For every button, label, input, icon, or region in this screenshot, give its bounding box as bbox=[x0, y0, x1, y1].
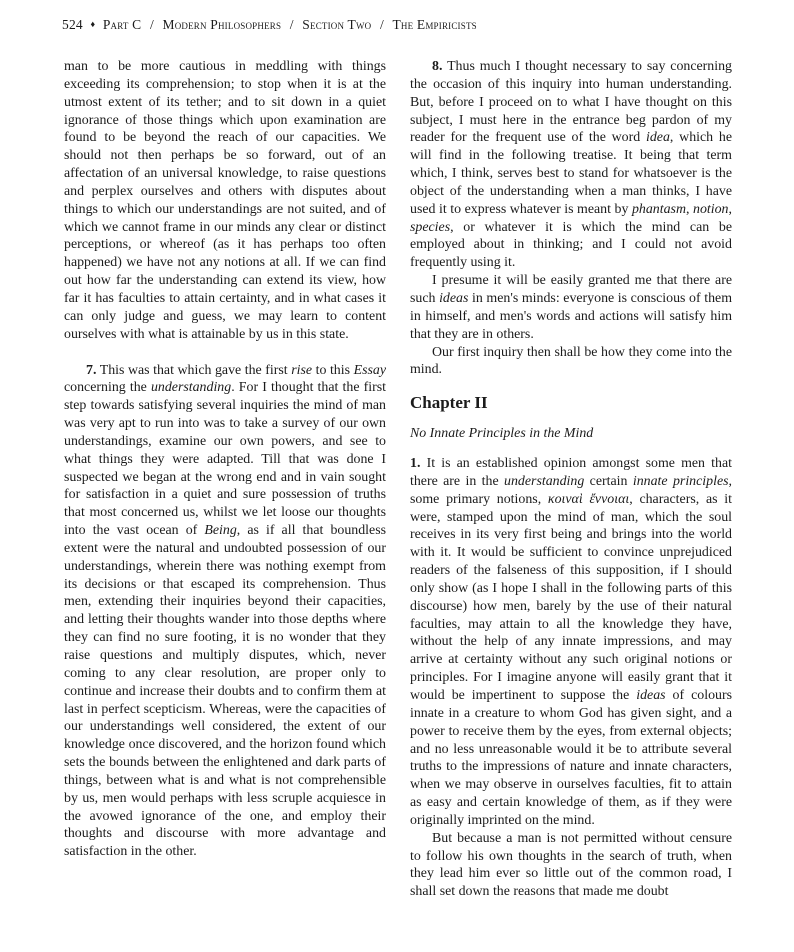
chapter-heading: Chapter II bbox=[410, 393, 488, 413]
part-label: Part C bbox=[102, 17, 142, 32]
paragraph-7 bbox=[64, 362, 386, 862]
emphasis: rise bbox=[291, 362, 313, 378]
emphasis: Essay bbox=[353, 362, 386, 378]
subsection-label: The Empiricists bbox=[392, 17, 477, 32]
running-head bbox=[62, 17, 754, 33]
emphasis: Being bbox=[204, 523, 237, 539]
text: I presume it will be easily granted me that there are such bbox=[410, 273, 732, 306]
text: It is an established opinion amongst some men that there are in the bbox=[410, 456, 732, 489]
emphasis: innate principles bbox=[632, 473, 729, 489]
paragraph-1 bbox=[410, 455, 732, 830]
diamond-icon: ♦ bbox=[90, 19, 96, 29]
text: , bbox=[728, 201, 732, 217]
text: , or whatever it is which the mind can be employed about in thinking; and I could not avoid frequently using it. bbox=[410, 219, 732, 271]
text: concerning the bbox=[64, 380, 151, 396]
text: Thus much I thought necessary to say concerning the occasion of this inquiry into human understanding. But, before I proceed on to what I have thought on this subject, I must here in the entrance beg pardon of my reader for the frequent use of the word bbox=[410, 59, 732, 146]
right-column bbox=[410, 58, 732, 901]
left-column bbox=[64, 58, 386, 861]
book-title: Modern Philosophers bbox=[162, 17, 282, 32]
text: in men's minds: everyone is conscious of them in himself, and men's words and actions will satisfy him that they are in others. bbox=[410, 290, 733, 342]
emphasis: understanding bbox=[504, 473, 585, 489]
paragraph: But because a man is not permitted without censure to follow his own thoughts in the search of truth, when they lead him ever so little out of the common road, I shall set down the reasons that made me doubt bbox=[410, 830, 732, 900]
paragraph: man to be more cautious in meddling with things exceeding its comprehension; to stop when it is at the utmost extent of its tether; and to sit down in a quiet ignorance of those things which upon examination are found to be beyond the reach of our capacities. We should not then perhaps be so forward, out of an affectation of an universal knowledge, to raise questions and perplex ourselves and others with disputes about things to which our understandings are not suited, and of which we cannot frame in our minds any clear or distinct perceptions, or whereof (as it has perhaps too often happened) we have not any notions at all. If we can find out how far the understanding can extend its view, how far it has faculties to attain certainty, and in what cases it can only judge and guess, we may learn to content ourselves with what is attainable by us in this state. bbox=[64, 59, 386, 342]
greek-phrase: κοιναὶ ἔννοιαι bbox=[547, 491, 630, 507]
paragraph-8 bbox=[410, 58, 732, 272]
emphasis: idea bbox=[645, 130, 670, 146]
paragraph-number: 7. bbox=[86, 362, 97, 378]
emphasis: species bbox=[410, 219, 451, 235]
text: certain bbox=[584, 473, 633, 489]
page-number: 524 bbox=[62, 17, 83, 32]
text: , which he will find in the following treatise. It being that term which, I think, serves best to stand for whatsoever is the object of the understanding when a man thinks, I have used it to express whatever is meant by bbox=[410, 130, 732, 217]
text: to this bbox=[312, 362, 354, 378]
emphasis: ideas bbox=[636, 688, 666, 703]
separator: / bbox=[289, 17, 294, 32]
emphasis: notion bbox=[693, 201, 729, 217]
chapter-subtitle: No Innate Principles in the Mind bbox=[410, 426, 594, 442]
emphasis: understanding bbox=[150, 380, 232, 396]
text: , bbox=[685, 201, 693, 217]
separator: / bbox=[149, 17, 154, 32]
paragraph bbox=[410, 272, 732, 343]
text: . For I thought that the first step towards satisfying several inquiries the mind of man was very apt to run into was to take a survey of our own understandings, examine our own powers, and see to what things they were adapted. Till that was done I suspected we began at the wrong end and in vain sought for satisfaction in a quiet and sure possession of truths that most concerned us, whilst we let loose our thoughts into the vast ocean of bbox=[64, 380, 386, 539]
text: This was that which gave the first bbox=[99, 362, 292, 378]
text: , some primary notions, bbox=[410, 473, 733, 507]
text: , as if all that boundless extent were the natural and undoubted possession of our understandings, wherein there was nothing exempt from its decisions or that escaped its comprehension. Thus men, extending their inquiries beyond their capacities, and letting their thoughts wander into those depths where they can find no sure footing, it is no wonder that they raise questions and multiply disputes, which, never coming to any clear resolution, are proper only to continue and increase their doubts and to confirm them at last in perfect scepticism. Whereas, were the capacities of our understandings well considered, the extent of our knowledge once discovered, and the horizon found which sets the bounds between the enlightened and dark parts of things, between what is and what is not comprehensible by us, men would perhaps with less scruple acquiesce in the avowed ignorance of the one, and employ their thoughts and discourse with more advantage and satisfaction in the other. bbox=[64, 523, 387, 860]
emphasis: phantasm bbox=[631, 201, 686, 217]
paragraph: Our first inquiry then shall be how they come into the mind. bbox=[410, 344, 732, 378]
paragraph-number: 8. bbox=[432, 59, 443, 74]
paragraph-number: 1. bbox=[410, 456, 421, 472]
text: , characters, as it were, stamped upon the mind of man, which the soul receives in its very first being and brings into the world with it. It would be sufficient to convince unprejudiced readers of the falseness of this supposition, if I should only show (as I hope I shall in the following parts of this discourse) how men, barely by the use of their natural faculties, may attain to all the knowledge they have, without the help of any innate impressions, and may arrive at certainty without any such original notions or principles. For I imagine anyone will easily grant that it would be impertinent to suppose the bbox=[410, 491, 732, 703]
section-label: Section Two bbox=[302, 17, 372, 32]
text: of colours innate in a creature to whom God has given sight, and a power to receive them by the eyes, from external objects; and no less unreasonable would it be to attribute several truths to the impressions of nature and innate characters, when we may observe in ourselves faculties, fit to attain as easy and certain knowledge of them, as if they were originally imprinted on the mind. bbox=[410, 688, 732, 828]
emphasis: ideas bbox=[439, 290, 469, 306]
separator: / bbox=[379, 17, 384, 32]
